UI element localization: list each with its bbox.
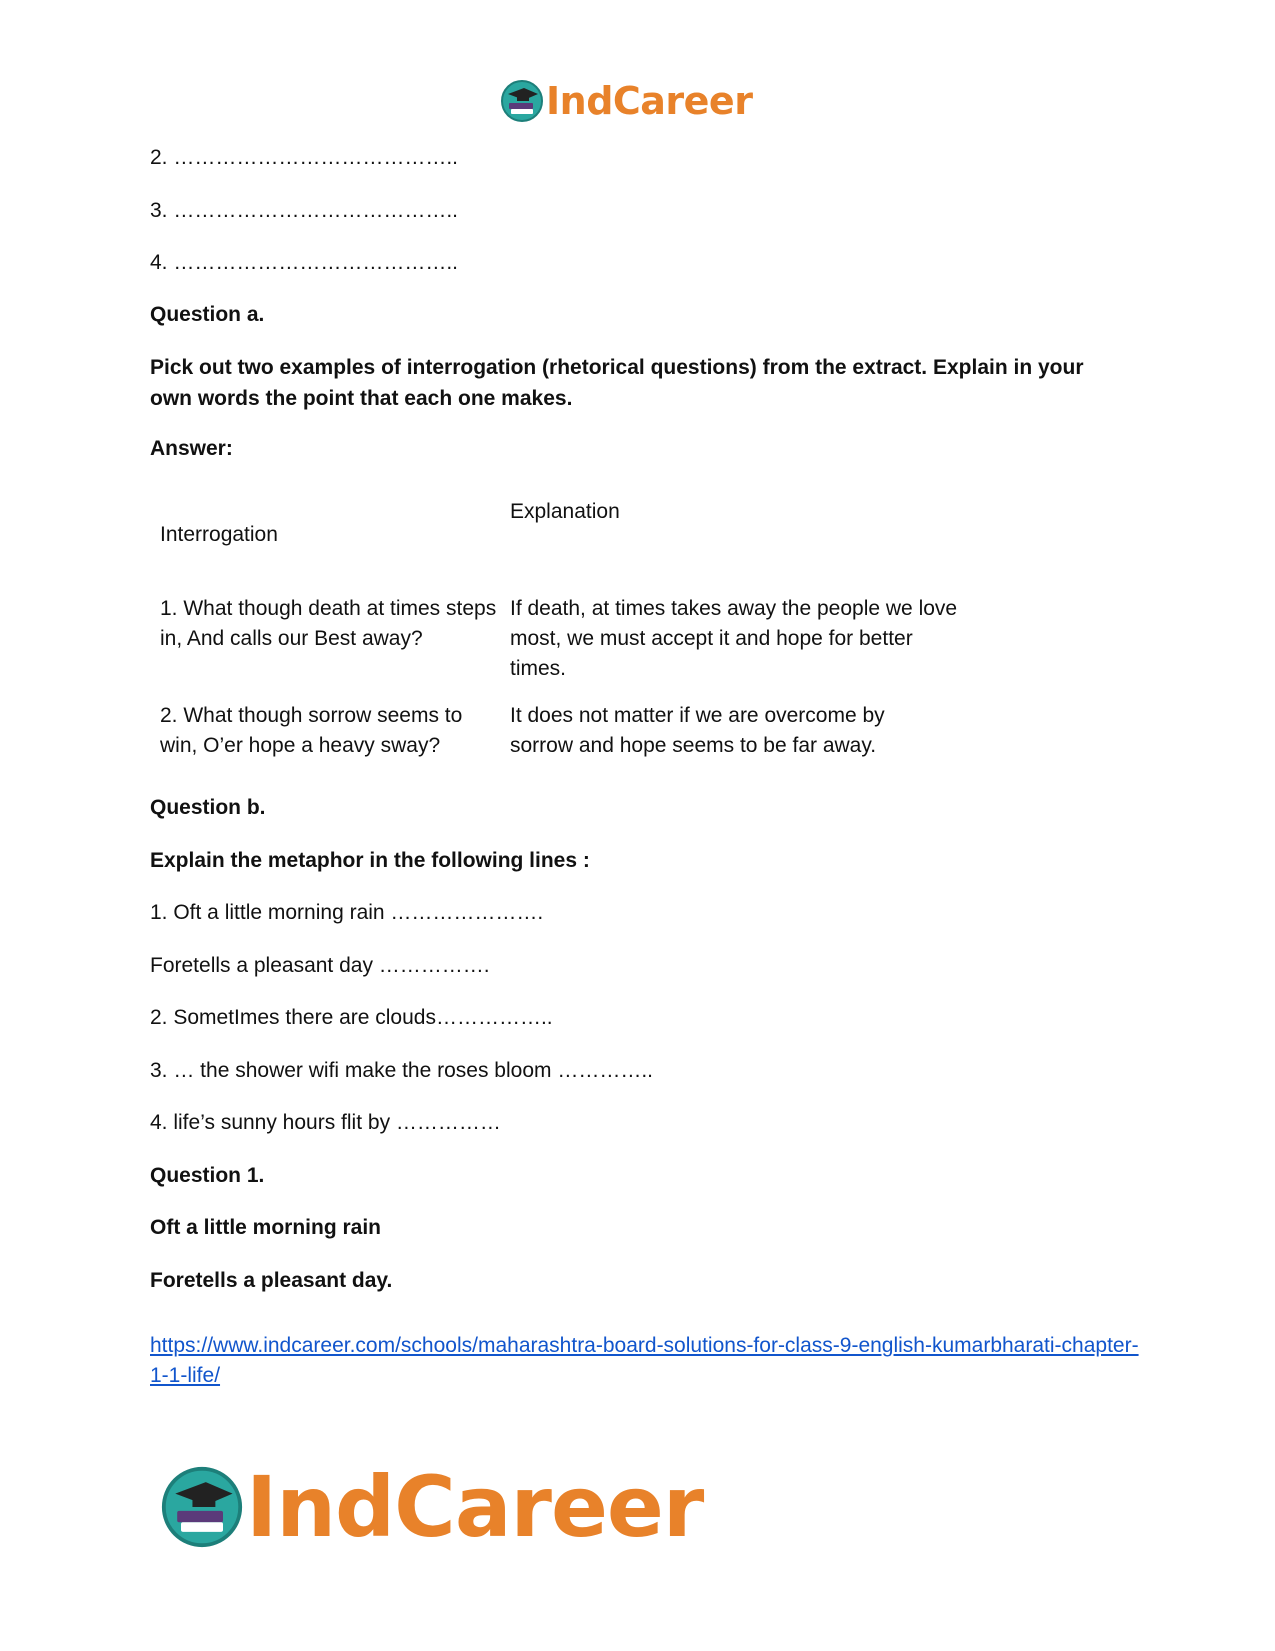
question-b-prompt: Explain the metaphor in the following lines : (150, 849, 590, 872)
question-a-prompt: Pick out two examples of interrogation (rhetorical questions) from the extract. Explain in your own words the point that each one makes. (150, 356, 1084, 410)
brand-name: IndCareer (246, 1458, 704, 1556)
question-b-label: Question b. (150, 796, 266, 819)
table-cell-explanation-1: If death, at times takes away the people we love most, we must accept it and hope for better times. (510, 597, 958, 680)
table-header-interrogation: Interrogation (160, 523, 278, 546)
question-1-line-2: Foretells a pleasant day. (150, 1269, 393, 1292)
metaphor-line: Foretells a pleasant day ……………. (150, 954, 490, 977)
source-link[interactable]: https://www.indcareer.com/schools/maharashtra-board-solutions-for-class-9-english-kumarbharati-chapter-1-1-life/ (150, 1334, 1139, 1387)
list-item: 4. ………………………………….. (150, 251, 459, 274)
table-header-explanation: Explanation (510, 500, 620, 523)
table-cell-explanation-2: It does not matter if we are overcome by sorrow and hope seems to be far away. (510, 704, 885, 757)
graduation-books-icon (160, 1465, 244, 1549)
metaphor-line: 4. life’s sunny hours flit by …………… (150, 1111, 501, 1134)
answer-label: Answer: (150, 437, 233, 460)
list-item: 3. ………………………………….. (150, 199, 459, 222)
metaphor-line: 2. SometImes there are clouds…………….. (150, 1006, 553, 1029)
metaphor-line: 1. Oft a little morning rain …………………. (150, 901, 544, 924)
list-item: 2. ………………………………….. (150, 146, 459, 169)
question-1-line-1: Oft a little morning rain (150, 1216, 382, 1239)
footer-logo (160, 1458, 704, 1556)
graduation-books-icon (500, 79, 544, 123)
question-a-label: Question a. (150, 303, 265, 326)
metaphor-line: 3. … the shower wifi make the roses bloom ………….. (150, 1059, 654, 1082)
header-logo (500, 78, 752, 124)
table-cell-interrogation-1: 1. What though death at times steps in, And calls our Best away? (160, 597, 497, 650)
question-1-label: Question 1. (150, 1164, 265, 1187)
brand-name: IndCareer (546, 79, 753, 123)
table-cell-interrogation-2: 2. What though sorrow seems to win, O’er hope a heavy sway? (160, 704, 463, 757)
